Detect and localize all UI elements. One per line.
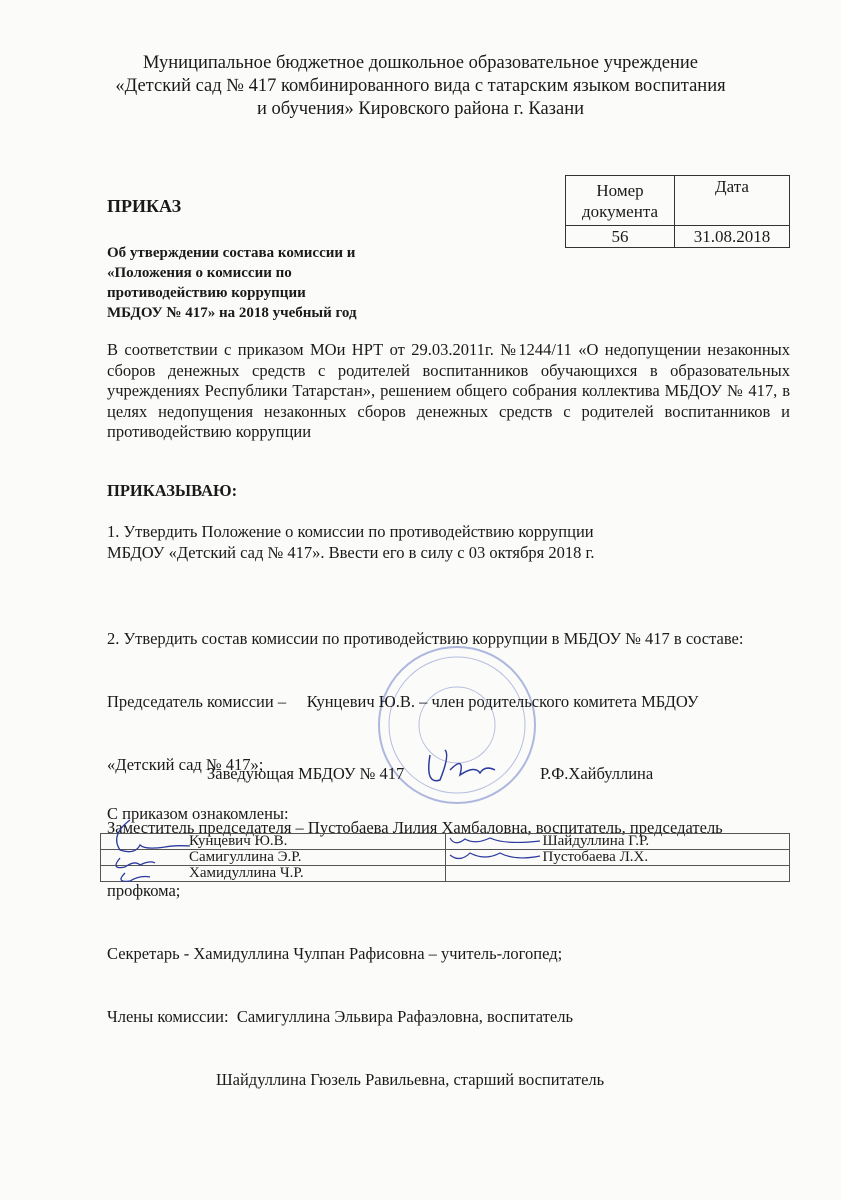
subject-line: Об утверждении состава комиссии и <box>107 245 356 261</box>
acquainted-name: Шайдуллина Г.Р. <box>445 834 790 850</box>
order-item-1 <box>107 521 595 563</box>
subject-line: МБДОУ № 417» на 2018 учебный год <box>107 305 357 321</box>
item-line: Председатель комиссии – Кунцевич Ю.В. – член родительского комитета МБДОУ <box>107 692 699 711</box>
acquainted-name: Пустобаева Л.Х. <box>445 850 790 866</box>
handwritten-signatures <box>445 833 545 868</box>
item-line: 2. Утвердить состав комиссии по противодействию коррупции в МБДОУ № 417 в составе: <box>107 629 744 648</box>
header-line: «Детский сад № 417 комбинированного вида с татарским языком воспитания <box>115 76 726 96</box>
preamble-paragraph: В соответствии с приказом МОи НРТ от 29.03.2011г. №1244/11 «О недопущении незаконных сборов денежных средств с родителей воспитанников обучающихся в образовательных учреждениях Республики Татарстан», решением общего собрания коллектива МБДОУ № 417, в целях недопущения незаконных сборов денежных средств с родителей воспитанников и противодействию коррупции <box>107 340 790 441</box>
director-name: Р.Ф.Хайбуллина <box>540 764 654 783</box>
document-number-table <box>565 175 790 248</box>
institution-header <box>0 52 841 121</box>
item-line: Члены комиссии: Самигуллина Эльвира Рафаэловна, воспитатель <box>107 1007 573 1026</box>
item-line: «Детский сад № 417»; <box>107 755 264 774</box>
director-position: Заведующая МБДОУ № 417 <box>207 764 405 783</box>
item-line: МБДОУ «Детский сад № 417». Ввести его в силу с 03 октября 2018 г. <box>107 543 595 562</box>
document-title: ПРИКАЗ <box>107 196 182 216</box>
header-line: и обучения» Кировского района г. Казани <box>256 99 585 119</box>
subject-line: противодействию коррупции <box>107 285 306 301</box>
acquainted-name: Хамидуллина Ч.Р. <box>101 866 446 882</box>
director-signature <box>420 745 500 790</box>
item-line: Секретарь - Хамидуллина Чулпан Рафисовна – учитель-логопед; <box>107 944 563 963</box>
subject-line: «Положения о комиссии по <box>107 265 292 281</box>
item-line: профкома; <box>107 881 181 900</box>
doc-number-header: Номер документа <box>566 176 675 226</box>
doc-date: 31.08.2018 <box>675 226 790 248</box>
header-line: Муниципальное бюджетное дошкольное образовательное учреждение <box>143 53 698 73</box>
doc-number: 56 <box>566 226 675 248</box>
doc-date-header: Дата <box>675 176 790 226</box>
acquainted-name: Самигуллина Э.Р. <box>101 850 446 866</box>
acquainted-name: Кунцевич Ю.В. <box>101 834 446 850</box>
order-heading: ПРИКАЗЫВАЮ: <box>107 481 238 500</box>
item-line: 1. Утвердить Положение о комиссии по противодействию коррупции <box>107 522 594 541</box>
handwritten-signatures <box>105 815 195 885</box>
order-subject <box>107 243 357 323</box>
item-line: Шайдуллина Гюзель Равильевна, старший воспитатель <box>216 1070 605 1089</box>
acquainted-label: С приказом ознакомлены: <box>107 804 289 823</box>
item-line: Заместитель председателя – Пустобаева Лилия Хамбаловна, воспитатель, председатель <box>107 818 723 837</box>
